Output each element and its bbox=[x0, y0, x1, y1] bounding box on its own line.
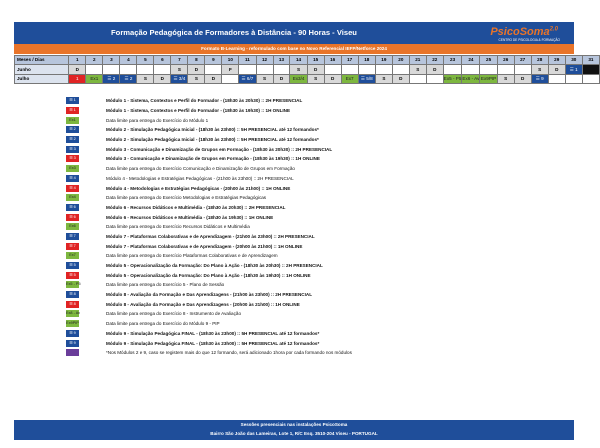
schedule-item bbox=[66, 135, 586, 145]
schedule-tag: Ex7 bbox=[66, 252, 79, 259]
calendar-cell: ☰ 2 bbox=[120, 74, 137, 83]
calendar-day-header: 30 bbox=[565, 56, 582, 65]
calendar-day-header: 23 bbox=[443, 56, 462, 65]
calendar-table bbox=[14, 55, 600, 84]
calendar-day-header: 28 bbox=[531, 56, 548, 65]
schedule-text: Módulo 9 - Simulação Pedagógica FINAL - (18h30 às 23h00) :: 5H PRESENCIAL até 12 formandos* bbox=[106, 330, 320, 336]
schedule-item bbox=[66, 329, 586, 339]
schedule-tag: Ex6 bbox=[66, 223, 79, 230]
calendar-cell: ☰ 2 bbox=[103, 74, 120, 83]
page-title: Formação Pedagógica de Formadores à Distância - 90 Horas - Viseu bbox=[111, 28, 357, 37]
calendar-cell bbox=[86, 65, 103, 74]
calendar-cell: ☰ 6/7 bbox=[239, 74, 256, 83]
calendar-cell: Ex3/4 bbox=[290, 74, 307, 83]
schedule-item bbox=[66, 115, 586, 125]
schedule-tag: ☰ 5 bbox=[66, 262, 79, 269]
calendar-header-row bbox=[15, 56, 600, 65]
schedule-tag: Ex8 - Av bbox=[66, 311, 81, 316]
schedule-item bbox=[66, 290, 586, 300]
calendar-cell: ☰ 1 bbox=[565, 65, 582, 74]
calendar-cell bbox=[358, 65, 375, 74]
calendar-cell: D bbox=[69, 65, 86, 74]
schedule-tag: ☰ 2 bbox=[66, 126, 79, 133]
schedule-item bbox=[66, 261, 586, 271]
schedule-text: Módulo 3 - Comunicação e Dinamização de Grupos em Formação - (18h30 às 19h30) :: 1H ONLINE bbox=[106, 156, 320, 162]
schedule-item bbox=[66, 174, 586, 184]
calendar-cell bbox=[154, 65, 171, 74]
calendar-cell bbox=[205, 65, 222, 74]
schedule-tag: ☰ 8 bbox=[66, 291, 79, 298]
schedule-item bbox=[66, 193, 586, 203]
schedule-tag: ☰ 6 bbox=[66, 214, 79, 221]
calendar-day-header: 5 bbox=[137, 56, 154, 65]
calendar-cell bbox=[375, 65, 392, 74]
schedule-tag: ☰ 9 bbox=[66, 330, 79, 337]
calendar-cell bbox=[480, 65, 497, 74]
calendar-day-header: 15 bbox=[307, 56, 324, 65]
schedule-text: Módulo 7 - Plataformas Colaborativas e de Aprendizagem - (21h00 às 23h00) :: 2H PRESENCIAL bbox=[106, 233, 315, 239]
calendar-cell: Ex6 - Av bbox=[462, 74, 480, 83]
schedule-tag bbox=[66, 349, 79, 356]
schedule-item bbox=[66, 251, 586, 261]
calendar-cell bbox=[582, 65, 599, 74]
schedule-text: Módulo 5 - Operacionalização da Formação: Do Plano à Ação - (18h30 às 20h30) :: 2H PRESENCIAL bbox=[106, 263, 323, 269]
calendar-day-header: 14 bbox=[290, 56, 307, 65]
calendar-cell bbox=[256, 65, 273, 74]
schedule-item bbox=[66, 280, 586, 290]
schedule-text: Módulo 2 - Simulação Pedagógica Inicial - (18h30 às 23h00) :: 5H PRESENCIAL até 12 formandos* bbox=[106, 127, 319, 133]
calendar-cell: D bbox=[154, 74, 171, 83]
schedule-text: Data limite para entrega do Exercício Comunicação e Dinamização de Grupos em Formação bbox=[106, 166, 295, 172]
calendar-cell: Ex7 bbox=[341, 74, 358, 83]
calendar-cell bbox=[582, 74, 599, 83]
calendar-cell bbox=[324, 65, 341, 74]
calendar-cell bbox=[222, 74, 239, 83]
calendar-cell bbox=[443, 65, 462, 74]
schedule-item bbox=[66, 338, 586, 348]
logo-tagline: CENTRO DE PSICOLOGIA & FORMAÇÃO bbox=[498, 38, 560, 42]
schedule-item bbox=[66, 183, 586, 193]
schedule-tag: ☰ 9 bbox=[66, 340, 79, 347]
calendar-cell bbox=[273, 65, 290, 74]
calendar-cell: S bbox=[171, 65, 188, 74]
schedule-item bbox=[66, 212, 586, 222]
calendar-cell bbox=[409, 74, 426, 83]
calendar-day-header: 1 bbox=[69, 56, 86, 65]
calendar-day-header: 24 bbox=[462, 56, 480, 65]
schedule-tag: ☰ 3 bbox=[66, 155, 79, 162]
schedule-text: Módulo 6 - Recursos Didáticos e Multimédia - (18h30 às 20h30) :: 2H PRESENCIAL bbox=[106, 204, 286, 210]
calendar-cell: D bbox=[205, 74, 222, 83]
schedule-item bbox=[66, 125, 586, 135]
schedule-text: Data limite para entrega do Exercício Recursos Didáticos e Multimédia bbox=[106, 224, 250, 230]
calendar-cell bbox=[137, 65, 154, 74]
calendar-cell bbox=[514, 65, 531, 74]
calendar-cell bbox=[239, 65, 256, 74]
calendar-month-row bbox=[15, 74, 600, 83]
schedule-text: Módulo 8 - Avaliação da Formação e Das Aprendizagens - (20h00 às 21h00) :: 1H ONLINE bbox=[106, 301, 300, 307]
calendar-day-header: 21 bbox=[409, 56, 426, 65]
calendar-cell: S bbox=[137, 74, 154, 83]
calendar-day-header: 20 bbox=[392, 56, 409, 65]
schedule-text: Módulo 3 - Comunicação e Dinamização de Grupos em Formação - (18h30 às 20h30) :: 2H PRESENCIAL bbox=[106, 146, 333, 152]
schedule-tag: Ex9PIP bbox=[66, 321, 79, 326]
footer-banner bbox=[14, 420, 574, 440]
calendar-day-header: 12 bbox=[256, 56, 273, 65]
calendar-day-header: 29 bbox=[548, 56, 565, 65]
calendar-cell: ☰ 5/8 bbox=[358, 74, 375, 83]
calendar-cell: S bbox=[375, 74, 392, 83]
schedule-text: Data limite para entrega do Exercício Metodologias e Estratégias Pedagógicas bbox=[106, 195, 267, 201]
schedule-text: Módulo 5 - Operacionalização da Formação: Do Plano à Ação - (18h30 às 19h30) :: 1H ONLINE bbox=[106, 272, 311, 278]
schedule-tag: ☰ 2 bbox=[66, 136, 79, 143]
calendar-day-header: 9 bbox=[205, 56, 222, 65]
calendar-cell: S bbox=[497, 74, 514, 83]
calendar-day-header: 31 bbox=[582, 56, 599, 65]
header-banner bbox=[14, 22, 574, 44]
subtitle-bar: Formato B-Learning - reformulado com base no Novo Referencial IEFP/Netforce 2024 bbox=[14, 44, 574, 54]
calendar-day-header: 4 bbox=[120, 56, 137, 65]
schedule-text: Data limite para entrega do Exercício 8 - Instrumento de Avaliação bbox=[106, 311, 241, 317]
schedule-text: *Nos Módulos 2 e 9, caso se registem mais do que 12 formando, será adicionado 1hora por cada formando nos módulos bbox=[106, 350, 352, 356]
schedule-item bbox=[66, 299, 586, 309]
schedule-text: Módulo 4 - Metodologias e Estratégias Pedagógicas - (20h00 às 21h00) :: 1H ONLINE bbox=[106, 185, 291, 191]
calendar-cell: S bbox=[307, 74, 324, 83]
schedule-text: Data limite para entrega do Exercício do Módulo 9 - PIP bbox=[106, 321, 220, 327]
schedule-text: Módulo 7 - Plataformas Colaborativas e de Aprendizagem - (20h00 às 21h00) :: 1H ONLINE bbox=[106, 243, 303, 249]
schedule-item bbox=[66, 309, 586, 319]
calendar-day-header: 19 bbox=[375, 56, 392, 65]
schedule-text: Módulo 1 - Sistema, Contextos e Perfil do Formador - (18h30 às 19h30) :: 1H ONLINE bbox=[106, 108, 291, 114]
calendar-day-header: 18 bbox=[358, 56, 375, 65]
calendar-day-header: 2 bbox=[86, 56, 103, 65]
calendar-cell bbox=[120, 65, 137, 74]
calendar-day-header: 8 bbox=[188, 56, 205, 65]
psicosoma-logo: PsicoSoma$^{2.0}$ bbox=[490, 26, 558, 38]
calendar-cell: D bbox=[307, 65, 324, 74]
calendar-day-header: 27 bbox=[514, 56, 531, 65]
calendar-cell: ☰ 9 bbox=[531, 74, 548, 83]
calendar-day-header: 10 bbox=[222, 56, 239, 65]
calendar-cell: Ex5 - P5 bbox=[443, 74, 462, 83]
calendar-day-header: 22 bbox=[426, 56, 443, 65]
calendar-day-header: 13 bbox=[273, 56, 290, 65]
schedule-text: Data limite para entrega do Exercício do Módulo 1 bbox=[106, 117, 209, 123]
footer-line-2: Bairro São João das Lameiras, Lote 1, R/C Esq. 3510-204 Viseu - PORTUGAL bbox=[210, 431, 378, 436]
calendar-cell: S bbox=[531, 65, 548, 74]
schedule-item bbox=[66, 106, 586, 116]
schedule-tag: ☰ 1 bbox=[66, 107, 79, 114]
schedule-tag: Ex5 - P5 bbox=[66, 282, 81, 287]
schedule-item bbox=[66, 348, 586, 358]
calendar-day-header: 26 bbox=[497, 56, 514, 65]
calendar-cell bbox=[426, 74, 443, 83]
schedule-list bbox=[66, 96, 586, 358]
schedule-tag: ☰ 6 bbox=[66, 204, 79, 211]
calendar-cell: 1 bbox=[69, 74, 86, 83]
calendar-cell: D bbox=[426, 65, 443, 74]
calendar-day-header: 17 bbox=[341, 56, 358, 65]
schedule-text: Data limite para entrega do Exercício Plataformas Colaborativas e de Aprendizagem bbox=[106, 253, 278, 259]
footer-line-1: Sessões presenciais nas instalações PsicoSoma bbox=[240, 422, 348, 427]
calendar-cell bbox=[548, 74, 565, 83]
calendar-cell: D bbox=[392, 74, 409, 83]
schedule-text: Data limite para entrega do Exercício 5 - Plano de Sessão bbox=[106, 282, 225, 288]
calendar-day-header: 25 bbox=[480, 56, 497, 65]
calendar-cell: ☰ 3/4 bbox=[171, 74, 188, 83]
schedule-tag: Ex1 bbox=[66, 117, 79, 124]
calendar-cell: D bbox=[548, 65, 565, 74]
calendar-cell bbox=[462, 65, 480, 74]
schedule-tag: ☰ 4 bbox=[66, 175, 79, 182]
calendar-month-label: Junho bbox=[15, 65, 69, 74]
schedule-tag: ☰ 7 bbox=[66, 243, 79, 250]
schedule-item bbox=[66, 270, 586, 280]
calendar-cell: Ex1 bbox=[86, 74, 103, 83]
calendar-cell: S bbox=[188, 74, 205, 83]
calendar-cell bbox=[392, 65, 409, 74]
calendar-day-header: 7 bbox=[171, 56, 188, 65]
calendar-cell bbox=[565, 74, 582, 83]
schedule-text: Módulo 2 - Simulação Pedagógica Inicial - (18h30 às 23h00) :: 5H PRESENCIAL até 12 formandos* bbox=[106, 137, 319, 143]
calendar-cell bbox=[341, 65, 358, 74]
calendar-month-row bbox=[15, 65, 600, 74]
calendar-cell: D bbox=[324, 74, 341, 83]
calendar-cell: D bbox=[273, 74, 290, 83]
calendar-cell: S bbox=[409, 65, 426, 74]
calendar-day-header: 11 bbox=[239, 56, 256, 65]
calendar-cell bbox=[497, 65, 514, 74]
schedule-tag: ☰ 3 bbox=[66, 146, 79, 153]
calendar-day-header: 6 bbox=[154, 56, 171, 65]
schedule-item bbox=[66, 241, 586, 251]
calendar-cell: D bbox=[514, 74, 531, 83]
schedule-item bbox=[66, 232, 586, 242]
schedule-item bbox=[66, 319, 586, 329]
calendar-cell: F bbox=[222, 65, 239, 74]
calendar-cell bbox=[103, 65, 120, 74]
calendar-month-label: Julho bbox=[15, 74, 69, 83]
schedule-item bbox=[66, 203, 586, 213]
schedule-text: Módulo 8 - Avaliação da Formação e Das Aprendizagens - (21h00 às 23h00) :: 2H PRESENCIAL bbox=[106, 292, 313, 298]
schedule-text: Módulo 1 - Sistema, Contextos e Perfil do Formador - (18h30 às 20h30) :: 2H PRESENCIAL bbox=[106, 98, 303, 104]
schedule-item bbox=[66, 164, 586, 174]
schedule-tag: ☰ 1 bbox=[66, 97, 79, 104]
calendar-day-header: 3 bbox=[103, 56, 120, 65]
schedule-item bbox=[66, 154, 586, 164]
calendar-cell: S bbox=[256, 74, 273, 83]
schedule-text: Módulo 6 - Recursos Didáticos e Multimédia - (18h30 às 19h30) :: 1H ONLINE bbox=[106, 214, 274, 220]
schedule-tag: ☰ 8 bbox=[66, 301, 79, 308]
schedule-item bbox=[66, 96, 586, 106]
schedule-tag: Ex3 bbox=[66, 165, 79, 172]
schedule-item bbox=[66, 144, 586, 154]
schedule-tag: ☰ 5 bbox=[66, 272, 79, 279]
schedule-text: Módulo 9 - Simulação Pedagógica FINAL - (18h30 às 23h00) :: 5H PRESENCIAL até 12 formandos* bbox=[106, 340, 320, 346]
schedule-item bbox=[66, 222, 586, 232]
schedule-tag: ☰ 4 bbox=[66, 185, 79, 192]
schedule-text: Módulo 4 - Metodologias e Estratégias Pedagógicas - (21h00 às 23h00) :: 2H PRESENCIAL bbox=[106, 175, 294, 181]
schedule-tag: ☰ 7 bbox=[66, 233, 79, 240]
calendar-cell: S bbox=[290, 65, 307, 74]
calendar-cell: Ex9PIP bbox=[480, 74, 497, 83]
calendar-day-header: 16 bbox=[324, 56, 341, 65]
calendar-header-label: Meses / Dias bbox=[15, 56, 69, 65]
schedule-tag: Ex4 bbox=[66, 194, 79, 201]
calendar-cell: D bbox=[188, 65, 205, 74]
